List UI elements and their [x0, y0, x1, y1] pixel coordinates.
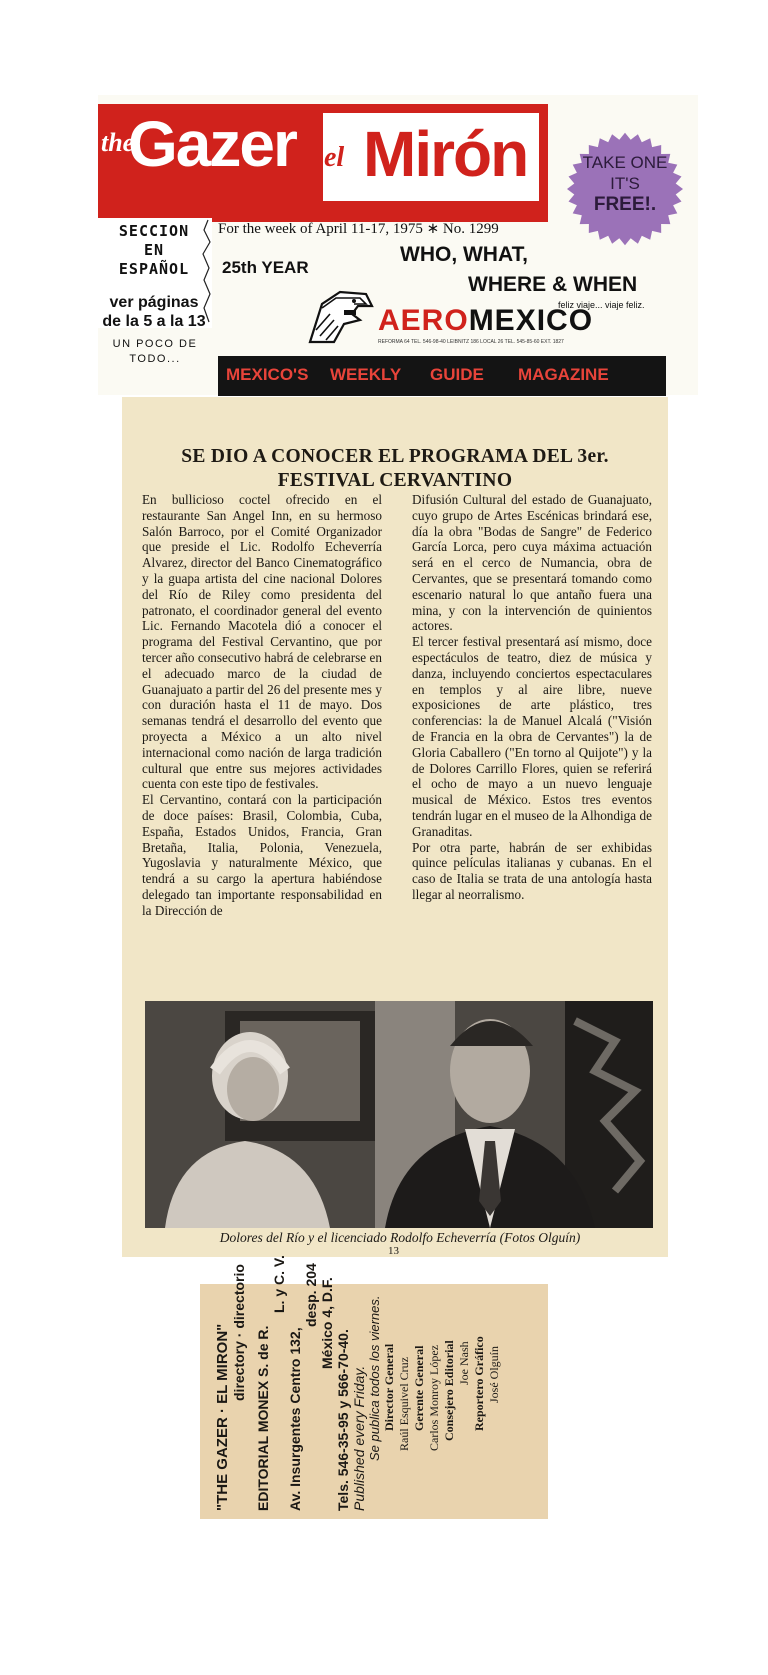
aeromexico-address: REFORMA 64 TEL. 546-98-40 LEIBNITZ 186 LOCAL 26 TEL. 545-85-60 EXT. 1827: [378, 339, 564, 345]
paragraph: En bullicioso coctel ofrecido en el restaurante San Angel Inn, en su hermoso Salón Barroco, por el Comité Organizador que preside el Lic. Rodolfo Echeverría Alvarez, director del Banco Cinematográfico y la guapa artista del cine nacional Dolores del Río de Riley como presidenta del patronato, el coordinador general del evento Lic. Fernando Macotela dió a conocer el programa del Festival Cervantino, que por tercer año consecutivo habrá de celebrarse en el adecuado marco de la ciudad de Guanajuato a partir del 26 del presente mes y con duración hasta el 11 de mayo. Dos semanas tendrá el desarrollo del evento que proyecta a México a un alto nivel internacional como nación de larga tradición cultural que entre sus mejores actividades cuenta con este tipo de festivales.: [142, 492, 382, 792]
publisher-name: EDITORIAL MONEX S. de R.: [255, 1325, 271, 1511]
aeromexico-slogan: feliz viaje... viaje feliz.: [558, 300, 645, 310]
ver-paginas: ver páginas: [109, 294, 199, 311]
free-badge-text: [560, 152, 690, 215]
staff-name: Carlos Monroy López: [427, 1345, 441, 1451]
guide-word-weekly: WEEKLY: [330, 365, 402, 384]
un-poco-de-todo: [100, 337, 210, 367]
article-headline: [135, 445, 655, 493]
paragraph: El tercer festival presentará así mismo, doce espectáculos de teatro, diez de música y danza, incluyendo conciertos espectaculares en templos y al aire libre, nueve exposiciones de arte plástico, tres conferencias: la de Manuel Alcalá ("Visión de Francia en la obra de Cervantes") la de Gloria Caballero ("En torno al Quijote") y la de Dolores Carrillo Flores, quien se referirá el ocho de mayo a un nuevo lenguaje musical de México. Estos tres eventos tendrán lugar en el museo de la Alhondiga de Granaditas.: [412, 634, 652, 839]
staff-name: José Olguín: [487, 1346, 501, 1403]
el-word: el: [324, 142, 345, 173]
phone-line: Tels. 546-35-95 y 566-70-40.: [335, 1329, 351, 1511]
take-one-text: TAKE ONE: [582, 153, 668, 172]
photo-caption: Dolores del Río y el licenciado Rodolfo Echeverría (Fotos Olguín): [219, 1230, 581, 1245]
seccion-pages: [96, 293, 212, 331]
article-column-right: [412, 492, 652, 992]
todo-line: TODO...: [129, 353, 181, 365]
staff-role: Gerente General: [412, 1345, 426, 1431]
mexico-word: MEXICO: [468, 304, 594, 337]
seccion-title: [96, 222, 212, 279]
published-es: Se publica todos los viernes.: [367, 1295, 382, 1461]
guide-word-guide: GUIDE: [430, 365, 484, 384]
its-text: IT'S: [610, 174, 640, 193]
free-text: FREE!.: [593, 194, 657, 215]
the-word: the: [101, 128, 135, 157]
headline-line-1: SE DIO A CONOCER EL PROGRAMA DEL 3er.: [181, 446, 609, 467]
directory-subtitle: directory · directorio: [231, 1264, 247, 1401]
issue-date: For the week of April 11-17, 1975 ∗ No. 1299: [218, 221, 499, 237]
staff-role: Reportero Gráfico: [472, 1336, 486, 1431]
published-en: Published every Friday.: [351, 1365, 367, 1511]
who-what-tagline: WHO, WHAT,: [400, 243, 528, 266]
guide-word-mexicos: MEXICO'S: [226, 365, 309, 384]
aztec-eagle-logo-icon: [300, 284, 376, 346]
staff-role: Director General: [382, 1343, 396, 1431]
paragraph: Difusión Cultural del estado de Guanajuato, cuyo grupo de Artes Escénicas brindará ese, día la obra "Bodas de Sangre" de Federico García Lorca, pero cuya máxima actuación será en el cerco de Numancia, obra de Cervantes, que se presentará tomando como escenario natural lo que antaño fuera una mina, y con la intervención de quinientos actores.: [412, 492, 652, 634]
directory-text: [210, 1255, 540, 1511]
seccion-line: SECCION: [118, 222, 190, 240]
guide-word-magazine: MAGAZINE: [518, 365, 609, 384]
address-line: Av. Insurgentes Centro 132,: [287, 1327, 303, 1511]
address-city: México 4, D.F.: [319, 1277, 335, 1369]
article-column-left: [142, 492, 382, 992]
paragraph: El Cervantino, contará con la participación de doce países: Brasil, Colombia, Cuba, España, Estados Unidos, Francia, Gran Bretaña, Italia, Polonia, Venezuela, Yugoslavia y naturalmente México, que tendrá a su cargo la apertura habiéndose delegado tan importante responsabilidad en la Dirección de: [142, 792, 382, 918]
address-suite: desp. 204: [303, 1263, 319, 1327]
headline-line-2: FESTIVAL CERVANTINO: [277, 470, 513, 491]
poco-line: UN POCO DE: [112, 338, 198, 350]
publisher-suffix: L. y C. V.: [271, 1255, 287, 1313]
staff-name: Joe Nash: [457, 1341, 471, 1385]
paragraph: Por otra parte, habrán de ser exhibidas quince películas italianas y cubanas. En el caso de Italia se trata de una antología hasta llegar al neorralismo.: [412, 839, 652, 902]
miron-title: Mirón: [363, 118, 528, 190]
staff-name: Raúl Esquivel Cruz: [397, 1357, 411, 1451]
aeromexico-wordmark: [378, 306, 593, 336]
staff-role: Consejero Editorial: [442, 1340, 456, 1441]
page-range: de la 5 a la 13: [102, 313, 206, 330]
weekly-guide-banner: [218, 356, 666, 396]
year-label: 25th YEAR: [222, 258, 309, 277]
article-photo: [145, 1001, 653, 1228]
aero-word: AERO: [378, 304, 469, 337]
page-number: 13: [388, 1245, 399, 1257]
espanol-line: ESPAÑOL: [118, 260, 190, 278]
where-when-tagline: WHERE & WHEN: [468, 273, 638, 296]
gazer-title: Gazer: [128, 108, 296, 180]
directory-title: "THE GAZER · EL MIRON": [214, 1323, 231, 1511]
en-line: EN: [143, 241, 165, 259]
